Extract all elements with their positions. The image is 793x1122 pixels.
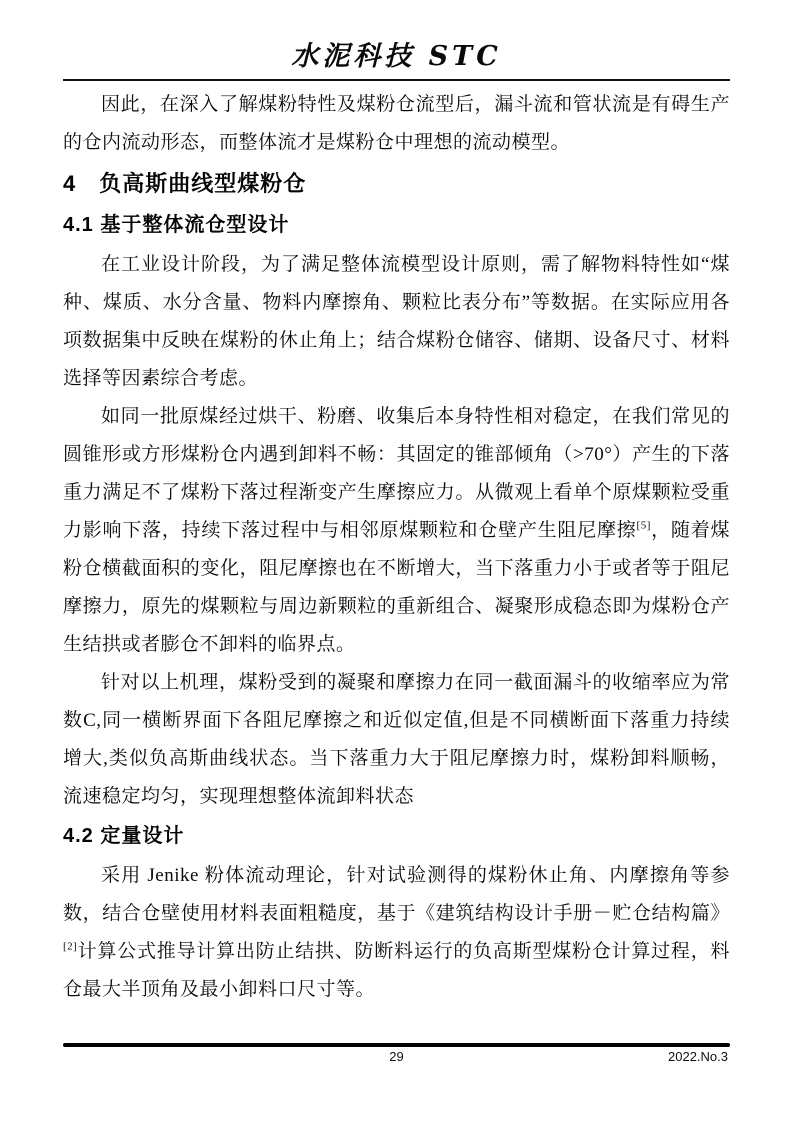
section-heading: 4 负高斯曲线型煤粉仓 (63, 171, 307, 196)
citation-reference: [5] (636, 519, 651, 532)
page-header (63, 0, 730, 81)
footer-row (63, 1049, 730, 1069)
paragraph: 采用 Jenike 粉体流动理论，针对试验测得的煤粉休止角、内摩擦角等参数，结合仓壁使用材料表面粗糙度，基于《建筑结构设计手册－贮仓结构篇》[2]计算公式推导计算出防止结拱、防断料运行的负高斯型煤粉仓计算过程，料仓最大半顶角及最小卸料口尺寸等。 (63, 865, 730, 1000)
paragraph: 针对以上机理，煤粉受到的凝聚和摩擦力在同一截面漏斗的收缩率应为常数C,同一横断界面下各阻尼摩擦之和近似定值,但是不同横断面下落重力持续增大,类似负高斯曲线状态。当下落重力大于阻尼摩擦力时，煤粉卸料顺畅，流速稳定均匀，实现理想整体流卸料状态 (63, 672, 730, 807)
paragraph: 因此，在深入了解煤粉特性及煤粉仓流型后，漏斗流和管状流是有碍生产的仓内流动形态，而整体流才是煤粉仓中理想的流动模型。 (63, 94, 730, 153)
page-footer (63, 1043, 730, 1069)
article-body (63, 86, 730, 1009)
paragraph: 如同一批原煤经过烘干、粉磨、收集后本身特性相对稳定，在我们常见的圆锥形或方形煤粉仓内遇到卸料不畅：其固定的锥部倾角（>70°）产生的下落重力满足不了煤粉下落过程渐变产生摩擦应力。从微观上看单个原煤颗粒受重力影响下落，持续下落过程中与相邻原煤颗粒和仓壁产生阻尼摩擦[5]，随着煤粉仓横截面积的变化，阻尼摩擦也在不断增大，当下落重力小于或者等于阻尼摩擦力，原先的煤颗粒与周边新颗粒的重新组合、凝聚形成稳态即为煤粉仓产生结拱或者膨仓不卸料的临界点。 (63, 406, 730, 655)
paragraph: 在工业设计阶段，为了满足整体流模型设计原则，需了解物料特性如“煤种、煤质、水分含量、物料内摩擦角、颗粒比表分布”等数据。在实际应用各项数据集中反映在煤粉的休止角上；结合煤粉仓储容、储期、设备尺寸、材料选择等因素综合考虑。 (63, 254, 730, 389)
section-heading: 4.1 基于整体流仓型设计 (63, 214, 290, 236)
footer-rule (63, 1043, 730, 1047)
journal-title: 水泥科技 STC (291, 41, 502, 72)
section-heading: 4.2 定量设计 (63, 825, 185, 847)
citation-reference: [2] (63, 940, 78, 953)
page-number: 29 (389, 1049, 404, 1064)
issue-label: 2022.No.3 (668, 1049, 728, 1064)
